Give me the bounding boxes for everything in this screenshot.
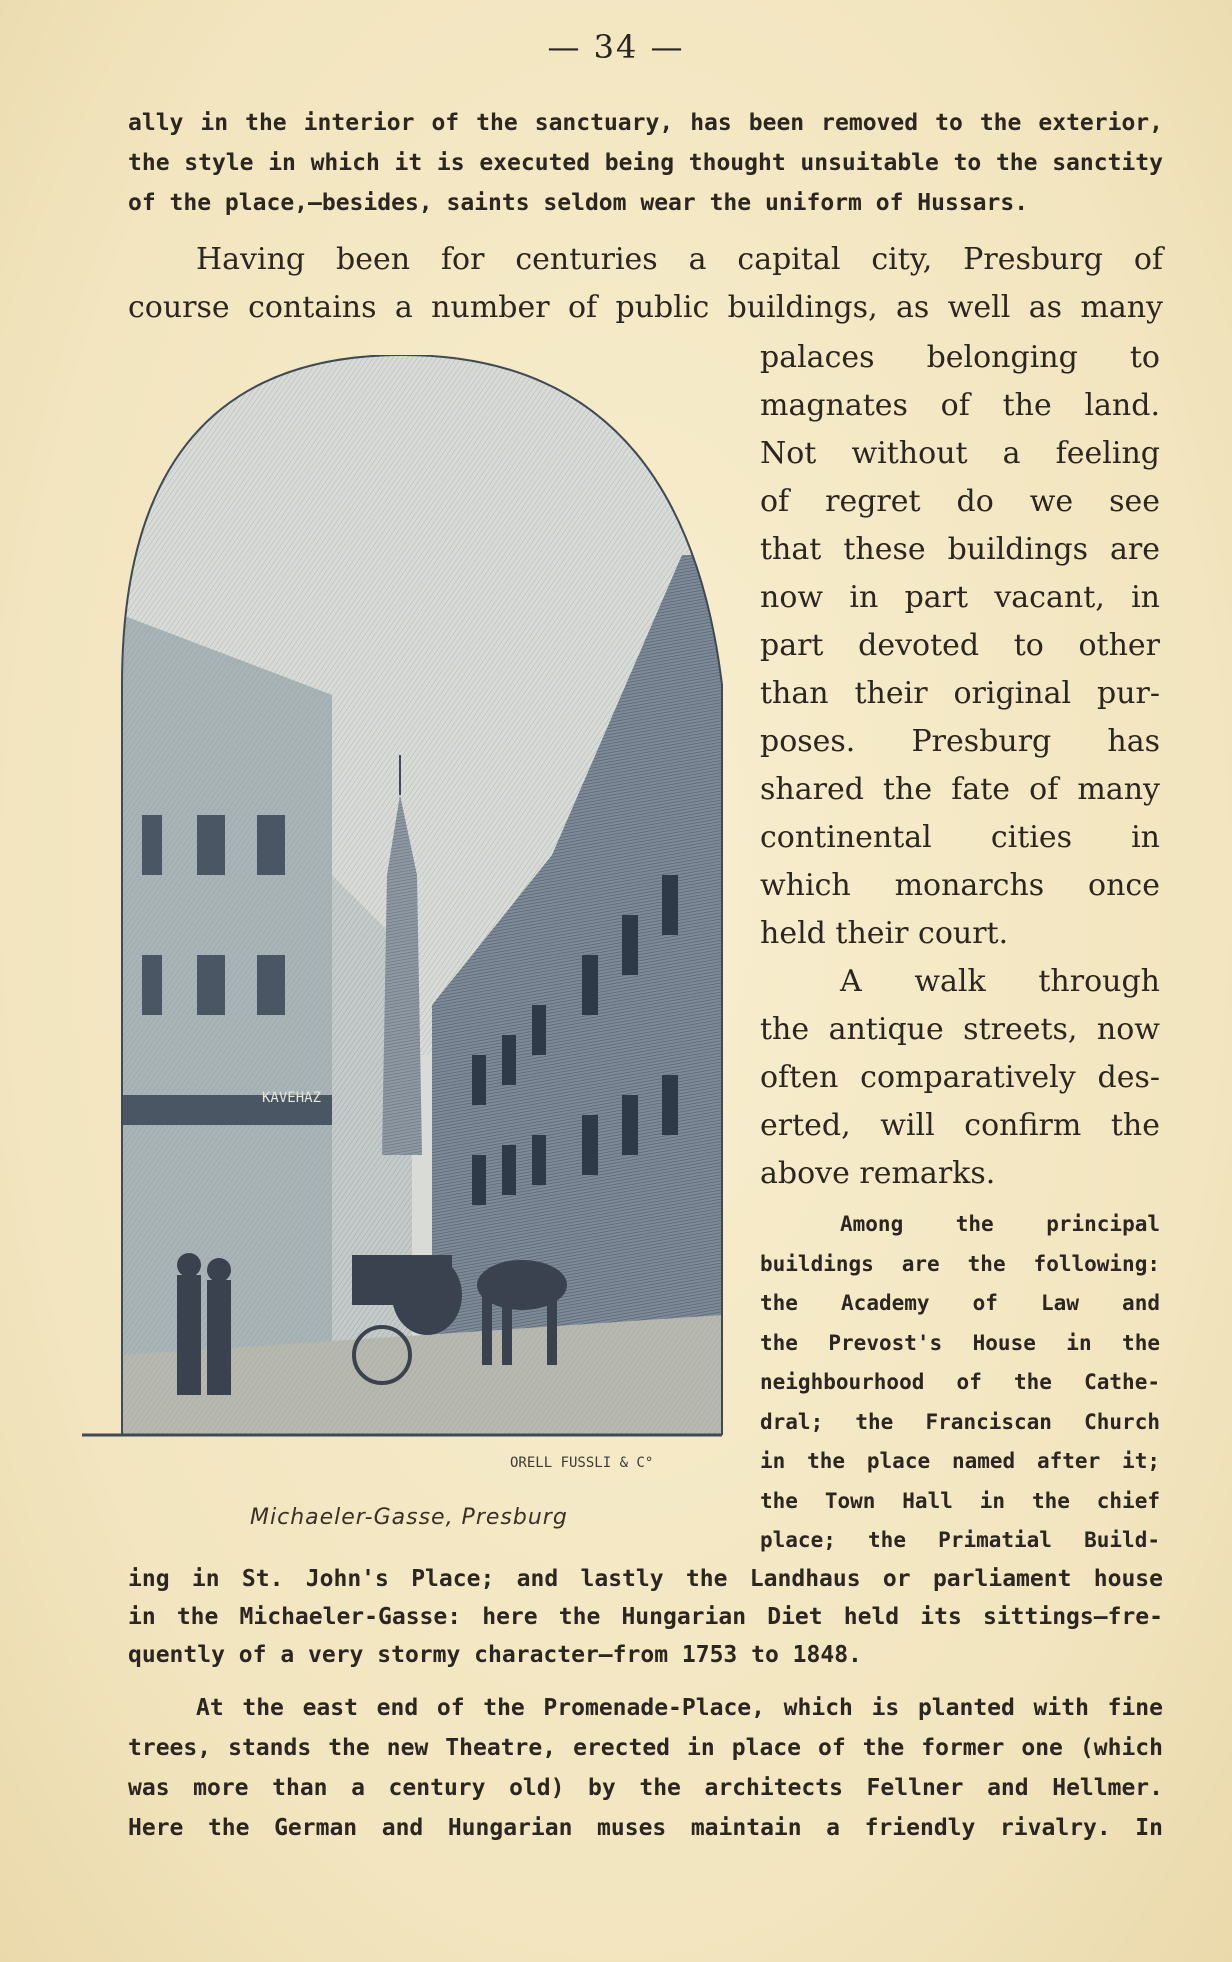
text-line: Having been for centuries a capital city, Presburg of (196, 242, 1163, 277)
text-line: ing in St. John's Place; and lastly the Landhaus or parliament house (128, 1566, 1163, 1592)
paragraph-landhaus (128, 1560, 1163, 1674)
page-number: — 34 — (547, 28, 685, 66)
text-line: of the place,—besides, saints seldom wear the uniform of Hussars. (128, 190, 1029, 216)
text-line: place; the Primatial Build- (760, 1528, 1160, 1552)
text-line: magnates of the land. (760, 388, 1160, 423)
text-line: that these buildings are (760, 532, 1160, 567)
figure-caption: Michaeler-Gasse, Presburg (250, 1505, 568, 1530)
text-line: Among the principal (840, 1212, 1160, 1236)
right-column-large (760, 334, 1160, 1198)
text-line: often comparatively des- (760, 1060, 1160, 1095)
text-line: the Prevost's House in the (760, 1330, 1160, 1355)
text-line: the antique streets, now (760, 1012, 1160, 1047)
text-line: part devoted to other (760, 628, 1160, 663)
text-line: course contains a number of public buildings, as well as many (128, 290, 1163, 325)
text-line: now in part vacant, in (760, 580, 1160, 615)
paragraph-sanctuary (128, 103, 1163, 223)
paragraph-theatre (128, 1688, 1163, 1848)
text-line: Not without a feeling (760, 436, 1160, 471)
shop-sign: KAVEHAZ (262, 1090, 322, 1106)
text-line: above remarks. (760, 1156, 996, 1191)
text-line: quently of a very stormy character—from 1753 to 1848. (128, 1642, 862, 1668)
right-column-small (760, 1205, 1160, 1561)
text-line: shared the fate of many (760, 772, 1160, 807)
text-line: A walk through (840, 964, 1160, 999)
text-line: buildings are the following: (760, 1251, 1160, 1276)
text-line: ally in the interior of the sanctuary, has been removed to the exterior, (128, 110, 1163, 136)
paragraph-buildings-intro (128, 236, 1163, 332)
text-line: held their court. (760, 916, 1009, 951)
text-line: continental cities in (760, 820, 1160, 855)
text-line: trees, stands the new Theatre, erected in place of the former one (which (128, 1735, 1163, 1761)
text-line: Here the German and Hungarian muses maintain a friendly rivalry. In (128, 1815, 1163, 1841)
text-line: which monarchs once (760, 868, 1160, 903)
text-line: the style in which it is executed being thought unsuitable to the sanctity (128, 150, 1163, 176)
engraver-signature: ORELL FUSSLI & C° (510, 1455, 654, 1471)
text-line: palaces belonging to (760, 340, 1160, 375)
text-line: in the place named after it; (760, 1449, 1160, 1473)
engraving-image (82, 355, 732, 1505)
text-line: poses. Presburg has (760, 724, 1160, 759)
text-line: dral; the Franciscan Church (760, 1409, 1160, 1434)
text-line: in the Michaeler-Gasse: here the Hungarian Diet held its sittings—fre- (128, 1604, 1163, 1630)
text-line: than their original pur- (760, 676, 1160, 711)
text-line: At the east end of the Promenade-Place, which is planted with fine (196, 1695, 1163, 1721)
street-engraving (82, 355, 732, 1505)
text-line: the Town Hall in the chief (760, 1488, 1160, 1513)
text-line: erted, will confirm the (760, 1108, 1160, 1143)
text-line: was more than a century old) by the architects Fellner and Hellmer. (128, 1775, 1163, 1801)
text-line: neighbourhood of the Cathe- (760, 1370, 1160, 1394)
text-line: the Academy of Law and (760, 1291, 1160, 1315)
text-line: of regret do we see (760, 484, 1160, 519)
